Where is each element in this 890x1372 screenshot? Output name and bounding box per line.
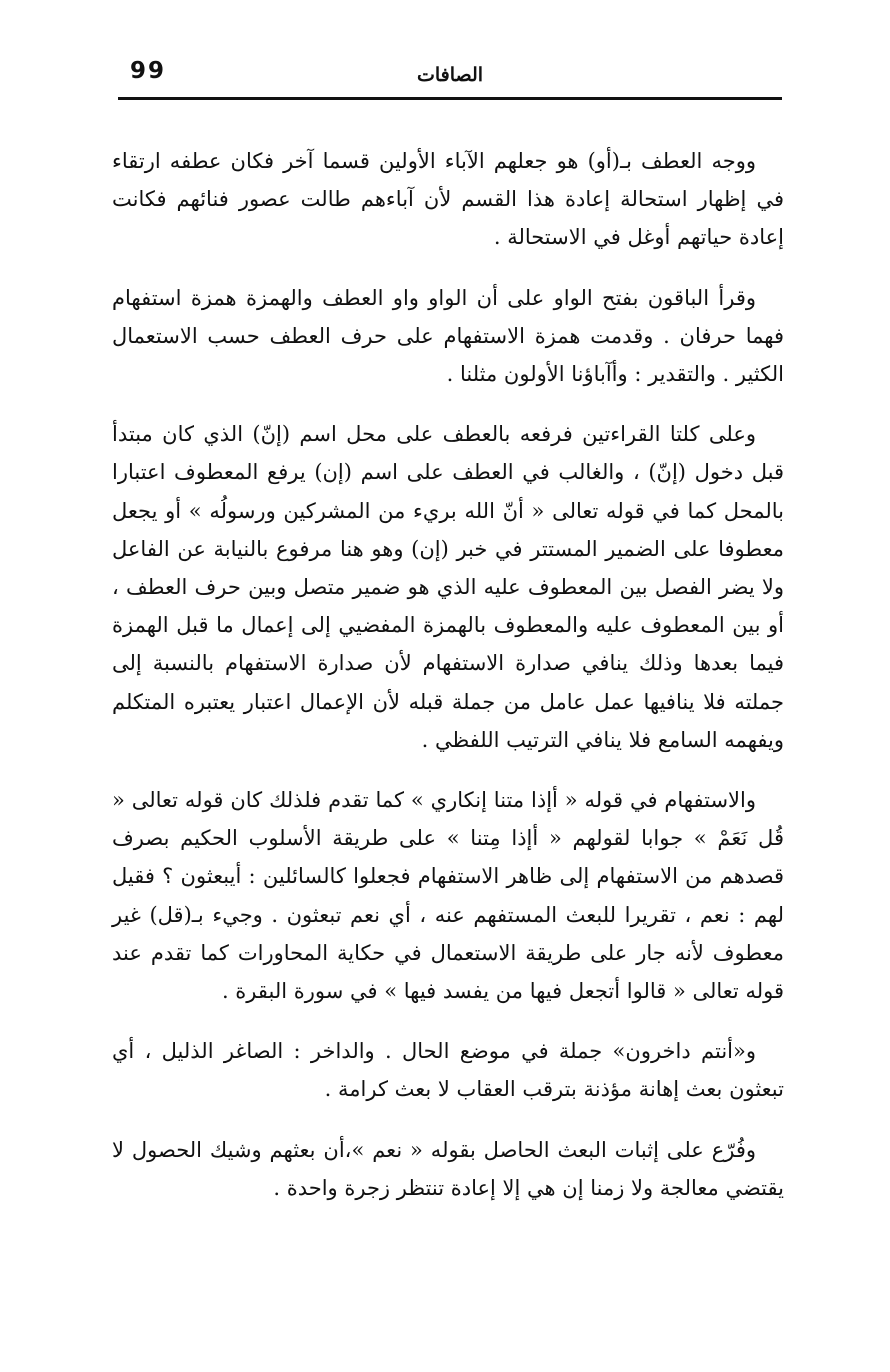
paragraph: والاستفهام في قوله « أإذا متنا إنكاري » كما تقدم فلذلك كان قوله تعالى « قُل نَعَمْ » جوابا لقولهم « أإذا مِتنا » على طريقة الأسلوب الحكيم بصرف قصدهم من الاستفهام إلى ظاهر الاستفهام فجعلوا كالسائلين : أيبعثون ؟ فقيل لهم : نعم ، تقريرا للبعث المستفهم عنه ، أي نعم تبعثون . وجيء بـ(قل) غير معطوف لأنه جار على طريقة الاستعمال في حكاية المحاورات كما تقدم عند قوله تعالى « قالوا أتجعل فيها من يفسد فيها » في سورة البقرة . bbox=[112, 788, 784, 1004]
paragraph: ووجه العطف بـ(أو) هو جعلهم الآباء الأولين قسما آخر فكان عطفه ارتقاء في إظهار استحالة إعادة هذا القسم لأن آباءهم طالت عصور فنائهم فكانت إعادة حياتهم أوغل في الاستحالة . bbox=[112, 149, 784, 250]
page-number: 99 bbox=[130, 58, 167, 84]
paragraph: وقرأ الباقون بفتح الواو على أن الواو واو العطف والهمزة همزة استفهام فهما حرفان . وقدمت همزة الاستفهام على حرف العطف حسب الاستعمال الكثير . والتقدير : وأآباؤنا الأولون مثلنا . bbox=[112, 285, 784, 387]
page-header bbox=[118, 56, 782, 100]
body-text bbox=[112, 142, 784, 1207]
header-divider bbox=[118, 97, 782, 100]
paragraph: و«أنتم داخرون» جملة في موضع الحال . والداخر : الصاغر الذليل ، أي تبعثون بعث إهانة مؤذنة بترقب العقاب لا بعث كرامة . bbox=[112, 1039, 784, 1102]
paragraph: وعلى كلتا القراءتين فرفعه بالعطف على محل اسم (إنّ) الذي كان مبتدأ قبل دخول (إنّ) ، والغالب في العطف على اسم (إن) يرفع المعطوف اعتبارا بالمحل كما في قوله تعالى « أنّ الله بريء من المشركين ورسولُه » أو يجعل معطوفا على الضمير المستتر في خبر (إن) وهو هنا مرفوع بالنيابة عن الفاعل ولا يضر الفصل بين المعطوف عليه الذي هو ضمير متصل وبين حرف العطف ، أو بين المعطوف عليه والمعطوف بالهمزة المفضيي إلى إعمال ما قبل الهمزة فيما بعدها وذلك ينافي صدارة الاستفهام لأن صدارة الاستفهام بالنسبة إلى جملته فلا ينافيها عمل عامل من جملة قبله لأن الإعمال اعتبار يعتبره المتكلم ويفهمه السامع فلا ينافي الترتيب اللفظي . bbox=[112, 422, 784, 752]
paragraph: وفُرّع على إثبات البعث الحاصل بقوله « نعم »،أن بعثهم وشيك الحصول لا يقتضي معالجة ولا زمنا إن هي إلا إعادة تنتظر زجرة واحدة . bbox=[112, 1137, 784, 1200]
running-title: الصافات bbox=[416, 64, 484, 86]
